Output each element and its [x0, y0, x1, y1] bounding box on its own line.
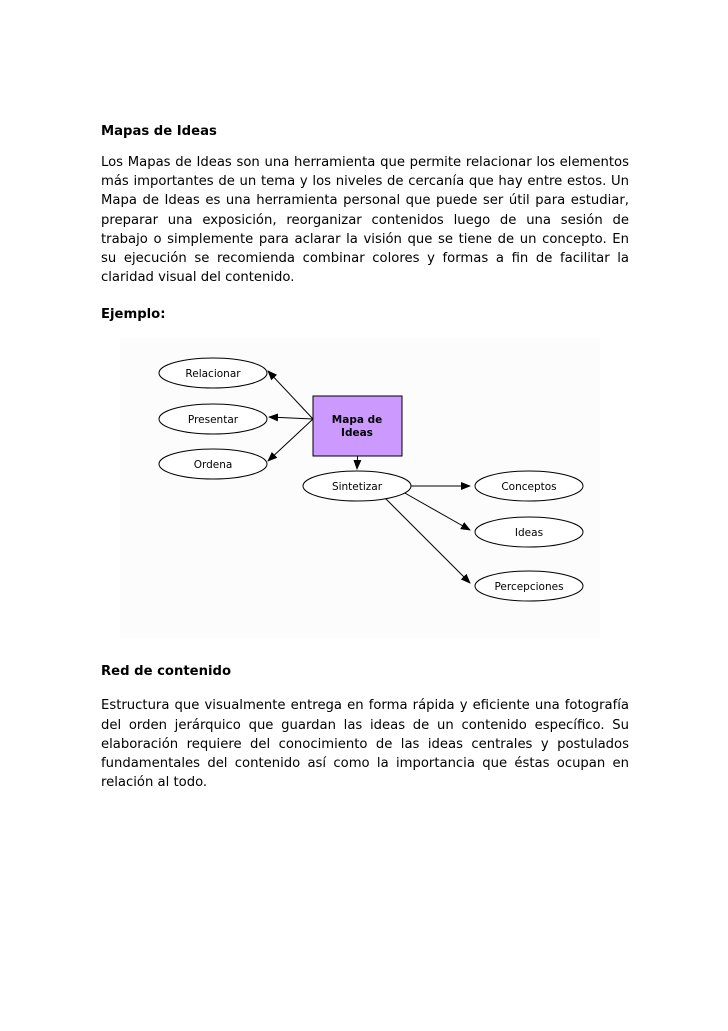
node-ordena-label: Ordena: [193, 459, 233, 472]
node-conceptos-label: Conceptos: [501, 481, 557, 494]
paragraph-red-de-contenido: Estructura que visualmente entrega en forma rápida y eficiente una fotografía del orden jerárquico que guardan las ideas de un contenido específico. Su elaboración requiere del conocimiento de las ideas centrales y postulados fundamentales del contenido así como la importancia que éstas ocupan en relación al todo.: [101, 698, 629, 791]
node-relacionar-label: Relacionar: [185, 368, 241, 381]
connector-to-relacionar: [268, 371, 313, 419]
section-title-red-de-contenido: Red de contenido: [101, 664, 232, 680]
example-label: Ejemplo:: [101, 307, 166, 323]
document-page: [101, 122, 629, 792]
connector-to-ordena: [268, 419, 313, 461]
node-mapa-de-ideas-line1: Mapa de: [331, 414, 383, 427]
node-mapa-de-ideas: [313, 396, 402, 456]
paragraph-mapas-de-ideas: Los Mapas de Ideas son una herramienta que permite relacionar los elementos más importantes de un tema y los niveles de cercanía que hay entre estos. Un Mapa de Ideas es una herramienta personal que puede ser útil para estudiar, preparar una exposición, reorganizar contenidos luego de una sesión de trabajo o simplemente para aclarar la visión que se tiene de un concepto. En su ejecución se recomienda combinar colores y formas a fin de facilitar la claridad visual del contenido.: [101, 155, 629, 286]
connector-to-presentar: [269, 417, 313, 419]
connector-to-ideas: [403, 492, 470, 530]
node-percepciones-label: Percepciones: [494, 581, 564, 594]
node-presentar-label: Presentar: [187, 414, 239, 427]
connector-to-percepciones: [385, 498, 470, 583]
node-mapa-de-ideas-line2: Ideas: [341, 427, 373, 440]
idea-map-svg: [120, 338, 600, 638]
section-title-mapas-de-ideas: Mapas de Ideas: [101, 124, 217, 139]
idea-map-diagram: [120, 338, 600, 638]
node-sintetizar-label: Sintetizar: [331, 481, 383, 494]
node-ideas-label: Ideas: [514, 527, 544, 540]
